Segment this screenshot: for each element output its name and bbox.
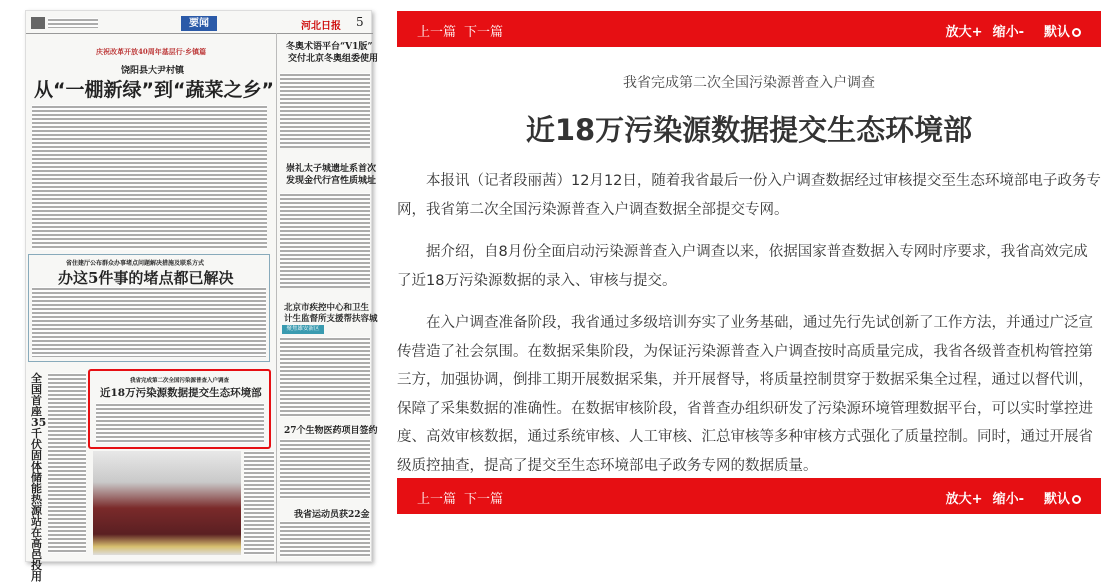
- default-label: 默认: [1043, 25, 1070, 40]
- article-body: [397, 167, 1101, 494]
- prev-article-button[interactable]: 上一篇: [417, 25, 457, 40]
- right-body-4: [280, 439, 370, 499]
- news-photo: [93, 451, 241, 555]
- banner: 庆祝改革开放40周年基层行·乡镇篇: [96, 47, 207, 56]
- paragraph: 据介绍，自8月份全面启动污染源普查入户调查以来，依据国家普查数据入专网时序要求，我省高效完成了近18万污染源数据的录入、审核与提交。: [397, 244, 1088, 289]
- circle-icon: [1072, 28, 1081, 37]
- newspaper-page-thumbnail[interactable]: [25, 10, 379, 583]
- box-body: [32, 287, 266, 357]
- prev-article-button[interactable]: 上一篇: [417, 492, 457, 507]
- zoom-in-button[interactable]: 放大+: [945, 25, 983, 40]
- right-headline-1b: 交付北京冬奥组委使用: [288, 54, 379, 64]
- next-article-button[interactable]: 下一篇: [464, 492, 504, 507]
- masthead: 河北日报: [301, 21, 341, 32]
- column-divider: [276, 33, 277, 563]
- article-title: 近18万污染源数据提交生态环境部: [525, 113, 973, 147]
- right-body-3: [280, 337, 370, 417]
- qr-code-icon: [31, 17, 45, 29]
- selected-article-highlight[interactable]: [88, 369, 271, 449]
- default-label: 默认: [1043, 492, 1070, 507]
- side-body: [48, 373, 86, 553]
- article-subtitle: 我省完成第二次全国污染源普查入户调查: [623, 75, 875, 91]
- right-headline-2a: 崇礼太子城遗址系首次: [286, 164, 377, 174]
- bottom-toolbar: [397, 478, 1101, 514]
- vertical-headline: 全国首座35千伏固体储能热源站在高邑投用: [31, 372, 47, 583]
- section-label: 要闻: [181, 16, 217, 31]
- lead-headline: 从“一棚新绿”到“蔬菜之乡”: [34, 79, 274, 101]
- selected-headline: 近18万污染源数据提交生态环境部: [100, 387, 262, 399]
- right-body-2: [280, 193, 370, 288]
- right-tag: 聚焦雄安新区: [282, 325, 324, 334]
- right-headline-5: 我省运动员获22金: [294, 510, 370, 520]
- right-headline-4: 27个生物医药项目签约: [284, 426, 378, 436]
- dateline: [48, 18, 98, 28]
- paragraph: 本报讯（记者段丽茜）12月12日，随着我省最后一份入户调查数据经过审核提交至生态环境部电子政务专网，我省第二次全国污染源普查入户调查数据全部提交专网。: [397, 173, 1101, 218]
- photo-caption: [244, 451, 274, 555]
- zoom-out-button[interactable]: 缩小-: [992, 25, 1024, 40]
- paragraph: 在入户调查准备阶段，我省通过多级培训夯实了业务基础，通过先行先试创新了工作方法，并通过广泛宣传营造了社会氛围。在数据采集阶段，为保证污染源普查入户调查按时高质量完成，我省各级普查机构管控第三方，加强协调，倒排工期开展数据采集，并开展督导，将质量控制贯穿于数据采集全过程，通过以督代训，保障了采集数据的准确性。在数据审核阶段，省普查办组织研发了污染源环境管理数据平台，可以实时掌控进度、高效审核数据，通过系统审核、人工审核、汇总审核等多种审核方式强化了质量控制。同时，通过开展省级质控抽查，提高了提交至生态环境部电子政务专网的数据质量。: [397, 315, 1093, 474]
- box-headline: 办这5件事的堵点都已解决: [58, 269, 234, 287]
- lead-body: [32, 105, 267, 250]
- selected-kicker: 我省完成第二次全国污染源普查入户调查: [130, 378, 230, 384]
- circle-icon: [1072, 495, 1081, 504]
- right-body-5: [280, 521, 370, 557]
- default-size-button[interactable]: [1034, 492, 1081, 507]
- zoom-out-button[interactable]: 缩小-: [992, 492, 1024, 507]
- right-headline-3b: 计生监督所支援帮扶容城: [284, 314, 378, 324]
- right-headline-3a: 北京市疾控中心和卫生: [284, 303, 370, 313]
- selected-body: [96, 403, 264, 443]
- top-toolbar: [397, 11, 1101, 47]
- right-headline-2b: 发现金代行宫性质城址: [286, 176, 377, 186]
- right-headline-1a: 冬奥术语平台“V1版”: [286, 42, 373, 52]
- right-body-1: [280, 73, 370, 148]
- zoom-in-button[interactable]: 放大+: [945, 492, 983, 507]
- next-article-button[interactable]: 下一篇: [464, 25, 504, 40]
- default-size-button[interactable]: [1034, 25, 1081, 40]
- box-kicker: 省住建厅公布群众办事堵点问题解决措施及联系方式: [66, 260, 205, 267]
- divider: [26, 33, 373, 34]
- page-number: 5: [356, 15, 364, 29]
- lead-kicker: 饶阳县大尹村镇: [121, 66, 185, 76]
